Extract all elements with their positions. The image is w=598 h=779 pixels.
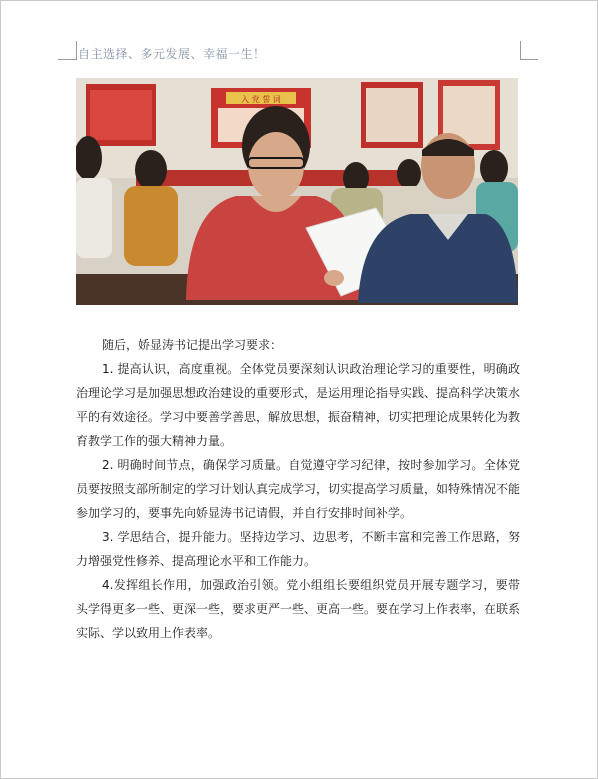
paragraph-item-1: 1. 提高认识，高度重视。全体党员要深刻认识政治理论学习的重要性，明确政治理论学习是加强思想政治建设的重要形式，是运用理论指导实践、提高科学决策水平的有效途径。学习中要善学善思，解放思想，振奋精神，切实把理论成果转化为教育教学工作的强大精神力量。 bbox=[76, 362, 521, 448]
crop-mark-top-left bbox=[58, 59, 76, 60]
paragraph-item-2: 2. 明确时间节点，确保学习质量。自觉遵守学习纪律，按时参加学习。全体党员要按照支部所制定的学习计划认真完成学习，切实提高学习质量，如特殊情况不能参加学习的，要事先向娇显涛书记请假，并自行安排时间补学。 bbox=[76, 458, 521, 520]
paragraph-item-3: 3. 学思结合，提升能力。坚持边学习、边思考，不断丰富和完善工作思路，努力增强党性修养、提高理论水平和工作能力。 bbox=[76, 530, 520, 568]
crop-mark-top-left bbox=[76, 41, 77, 60]
meeting-photo bbox=[76, 78, 518, 305]
page-header: 自主选择、多元发展、幸福一生！ bbox=[78, 47, 266, 61]
crop-mark-top-right bbox=[520, 59, 538, 60]
crop-mark-top-right bbox=[520, 41, 521, 60]
article-body bbox=[76, 333, 520, 645]
paragraph-intro: 随后，娇显涛书记提出学习要求： bbox=[102, 338, 283, 352]
banner-text: 入 党 誓 词 bbox=[241, 95, 281, 104]
paragraph-item-4: 4.发挥组长作用，加强政治引领。党小组组长要组织党员开展专题学习，要带头学得更多一些、更深一些，要求更严一些、更高一些。要在学习上作表率，在联系实际、学以致用上作表率。 bbox=[76, 578, 521, 640]
